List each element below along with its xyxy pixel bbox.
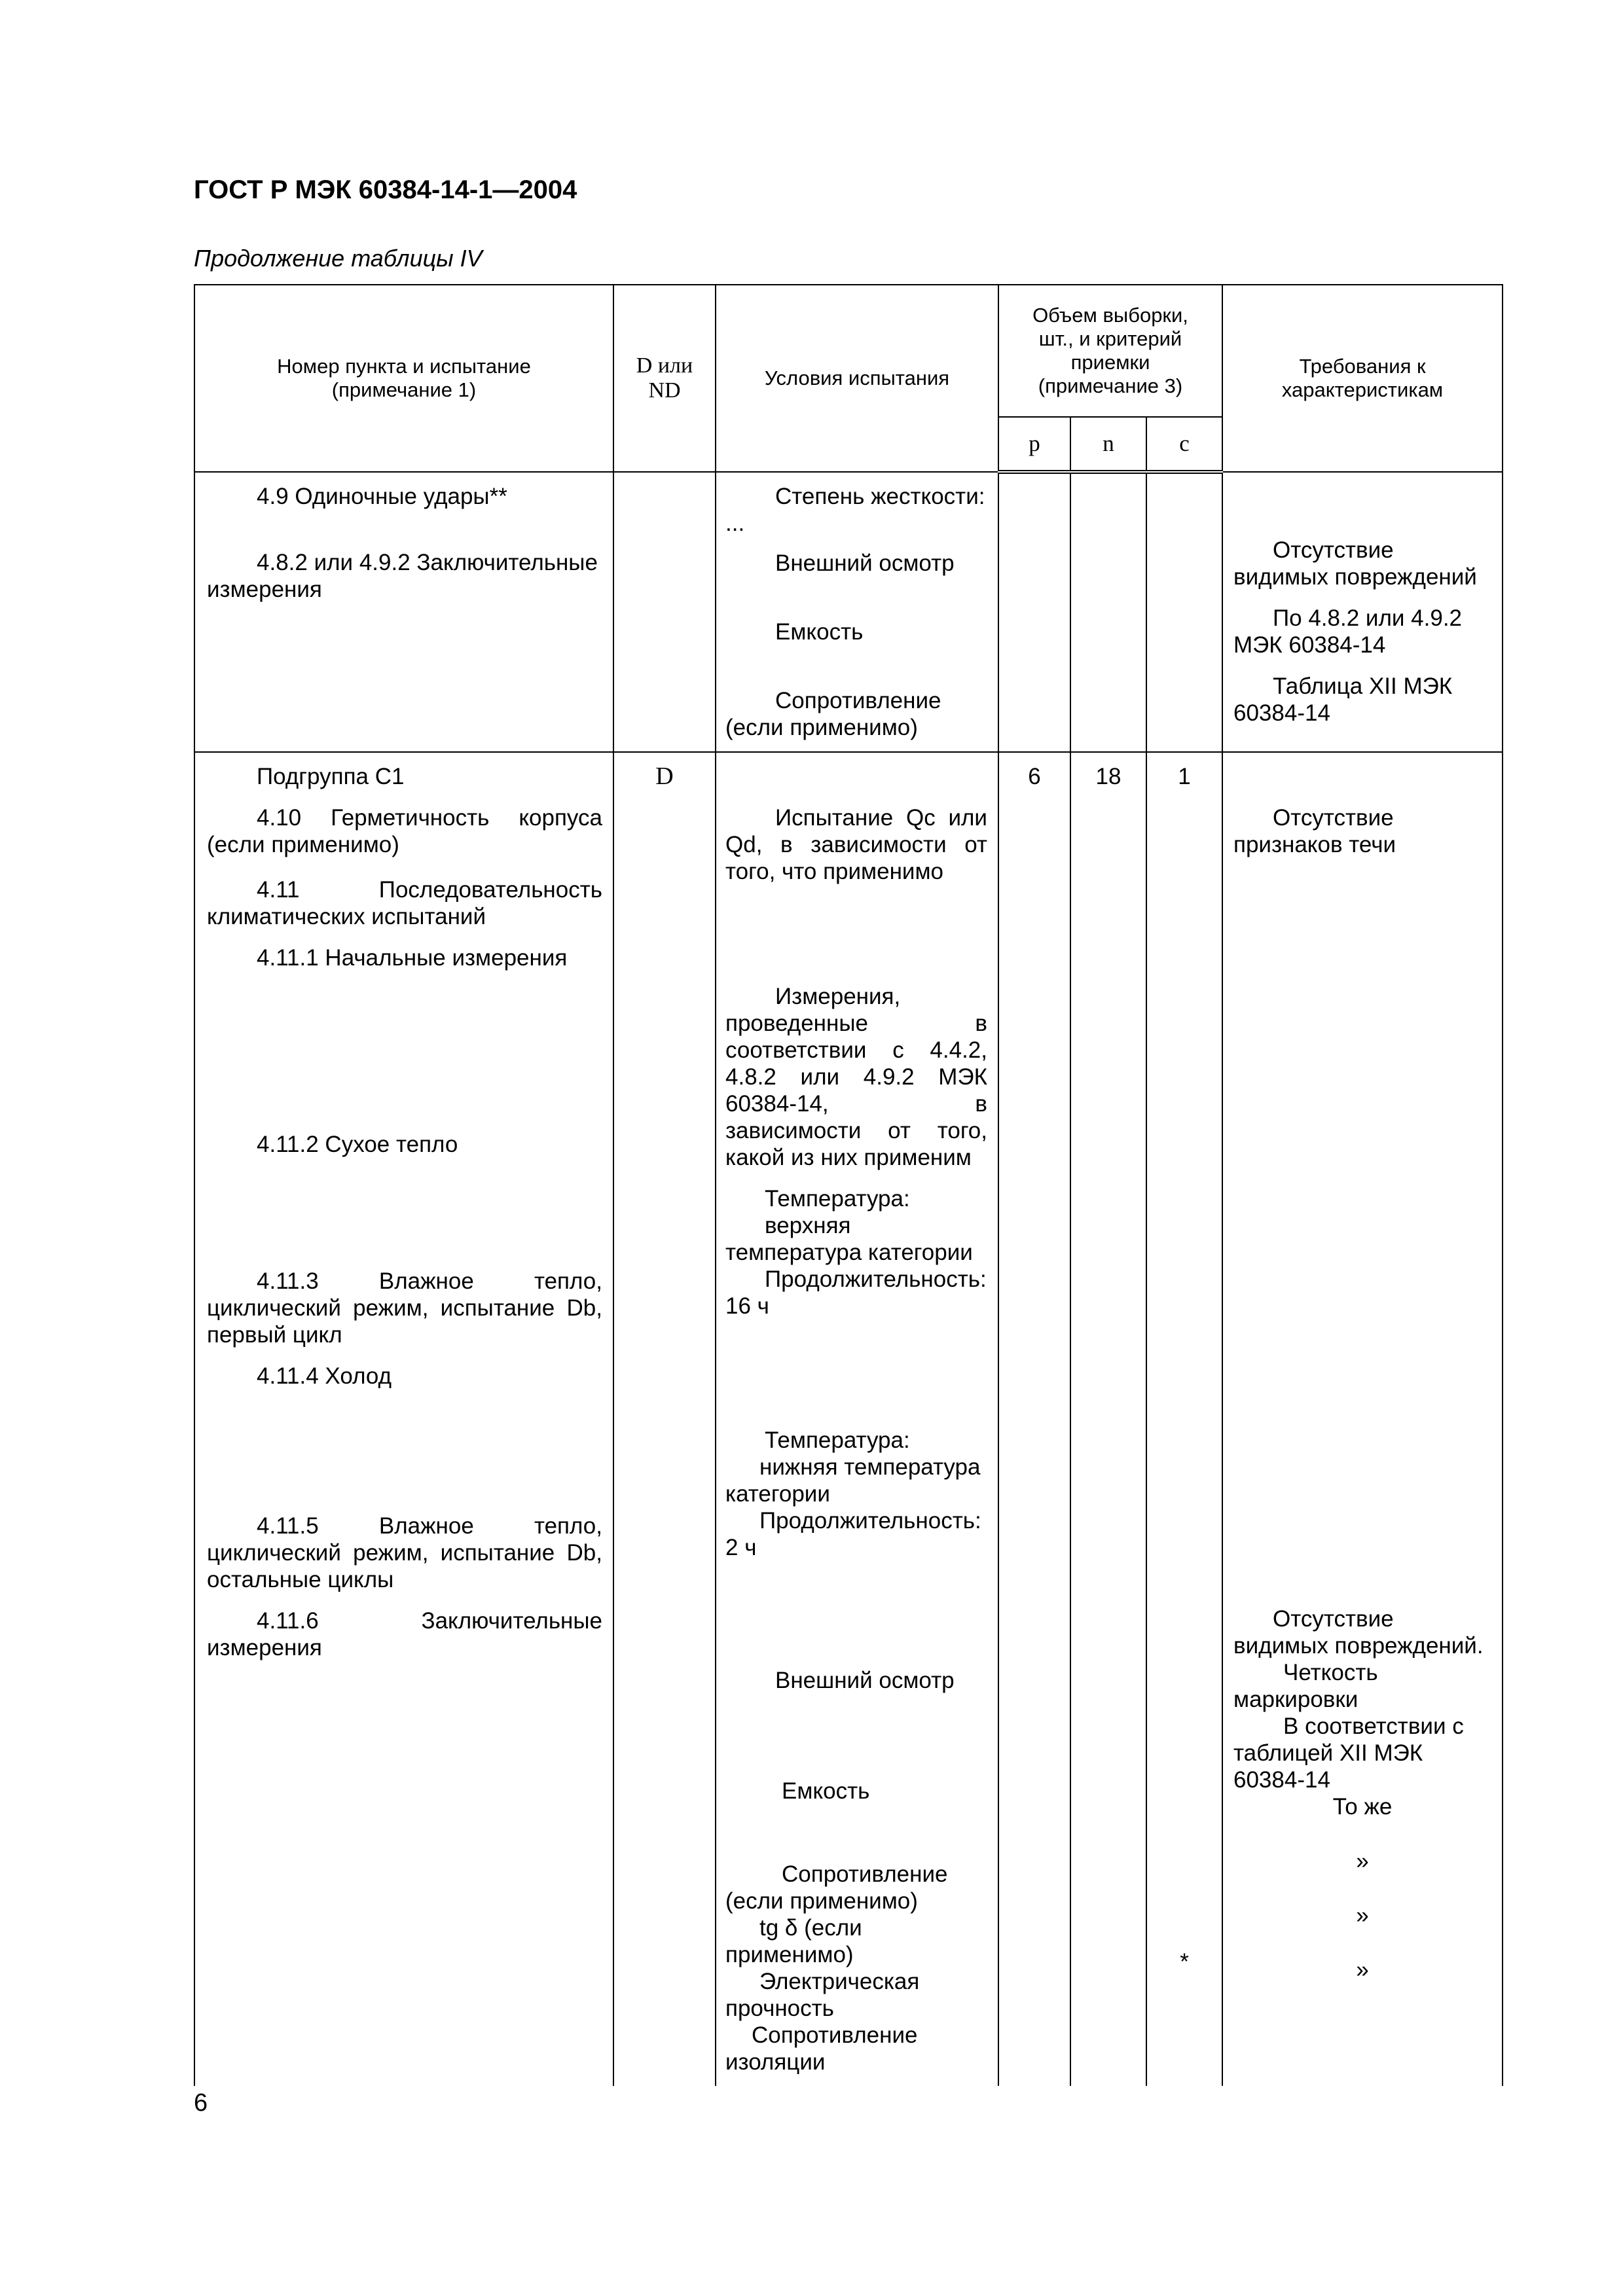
table-cell-requirements: Отсутствие видимых повреждений По 4.8.2 или 4.9.2 МЭК 60384-14 Таблица XII МЭК 60384-14 — [1222, 472, 1503, 752]
page-number: 6 — [194, 2089, 208, 2117]
header-c: c — [1146, 417, 1222, 472]
header-p: p — [998, 417, 1070, 472]
test-table — [194, 284, 1503, 2086]
header-requirements: Требования к характеристикам — [1222, 285, 1503, 472]
header-test: Номер пункта и испытание (примечание 1) — [194, 285, 613, 472]
header-d-nd: D или ND — [613, 285, 716, 472]
table-cell-conditions: Испытание Qc или Qd, в зависимости от того, что применимо Измерения, проведенные в соответствии с 4.4.2, 4.8.2 или 4.9.2 МЭК 60384-14, в зависимости от того, какой из них применим Температура: верхняя температура категории Продолжительность: 16 ч Температура: нижняя температура категории Продолжительность: 2 ч Внешний осмотр Емкость Сопротивление (если применимо) tg δ (если применимо) Электрическая прочность Сопротивление изоляции — [716, 752, 998, 2086]
header-n: n — [1070, 417, 1146, 472]
table-cell-requirements: Отсутствие признаков течи Отсутствие видимых повреждений. Четкость маркировки В соответствии с таблицей XII МЭК 60384-14 То же » » » — [1222, 752, 1503, 2086]
table-cell-test: 4.9 Одиночные удары** 4.8.2 или 4.9.2 Заключительные измерения — [194, 472, 613, 752]
table-cell-c — [1146, 472, 1222, 752]
header-conditions: Условия испытания — [716, 285, 998, 472]
table-cell-n: 18 — [1070, 752, 1146, 2086]
table-cell-c: 1 * — [1146, 752, 1222, 2086]
table-cell-d-nd: D — [613, 752, 716, 2086]
header-sample: Объем выборки, шт., и критерий приемки (примечание 3) — [998, 285, 1222, 417]
table-cell-test: Подгруппа С1 4.10 Герметичность корпуса (если применимо) 4.11 Последовательность климатических испытаний 4.11.1 Начальные измерения 4.11.2 Сухое тепло 4.11.3 Влажное тепло, циклический режим, испытание Db, первый цикл 4.11.4 Холод 4.11.5 Влажное тепло, циклический режим, испытание Db, остальные циклы 4.11.6 Заключительные измерения — [194, 752, 613, 2086]
table-cell-conditions: Степень жесткости: ... Внешний осмотр Емкость Сопротивление (если применимо) — [716, 472, 998, 752]
table-cell-n — [1070, 472, 1146, 752]
table-cell-p — [998, 472, 1070, 752]
table-continuation-caption: Продолжение таблицы IV — [194, 245, 483, 272]
table-cell-d-nd — [613, 472, 716, 752]
document-title: ГОСТ Р МЭК 60384-14-1—2004 — [194, 175, 577, 204]
table-cell-p: 6 — [998, 752, 1070, 2086]
